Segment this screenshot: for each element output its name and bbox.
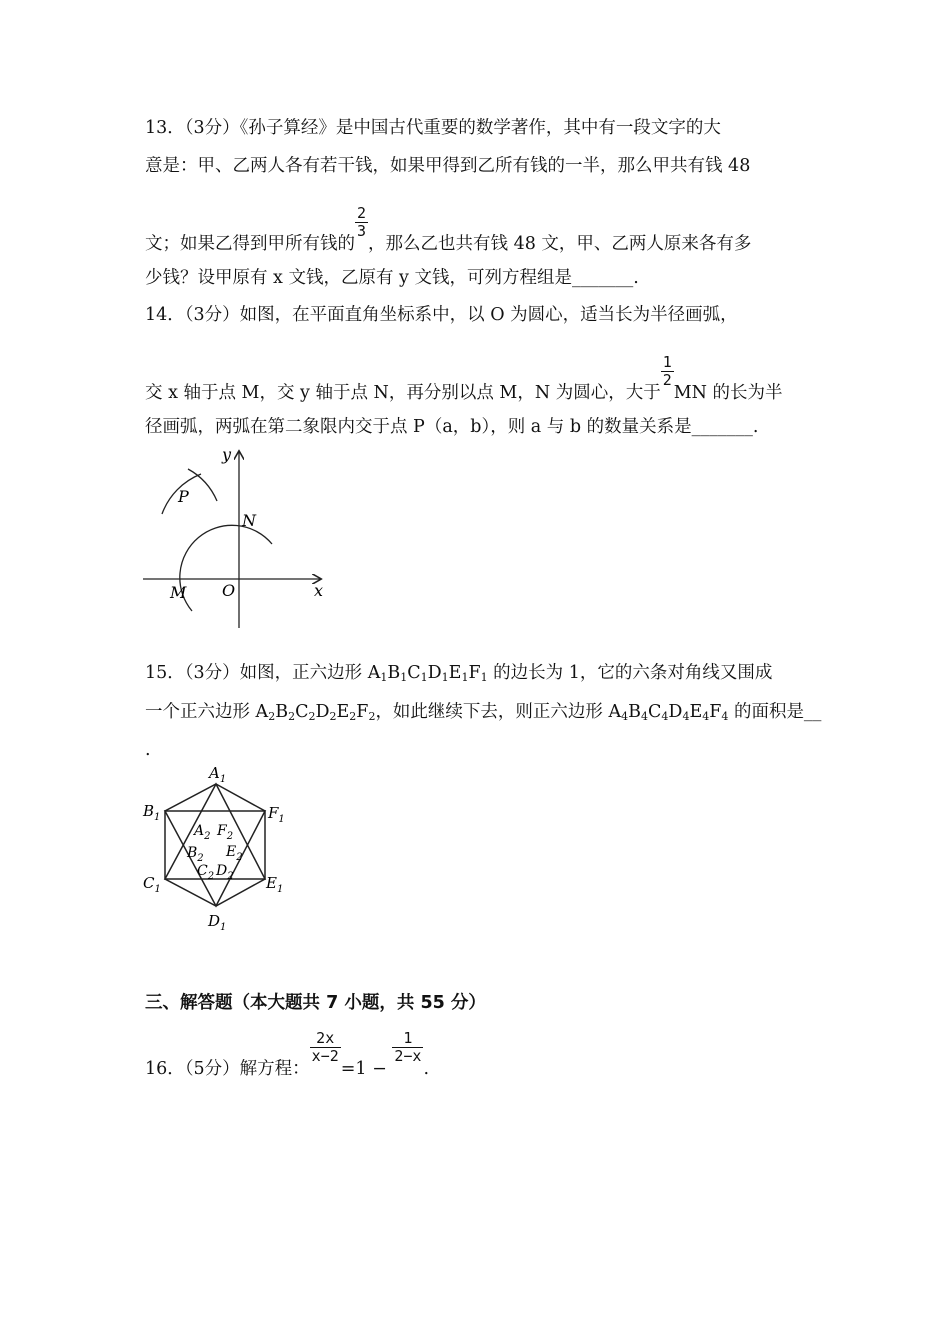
q16-fraction-1 bbox=[310, 1030, 341, 1065]
q13-fraction bbox=[355, 205, 368, 240]
q15-l2-s5: 2 bbox=[349, 710, 357, 723]
label-c1: $C_1$ bbox=[143, 874, 161, 895]
label-m: M bbox=[170, 583, 187, 602]
label-e1: $E_1$ bbox=[266, 874, 284, 895]
q13-line-3-pre: 文；如果乙得到甲所有钱的 bbox=[145, 234, 355, 254]
triangle-bdf bbox=[165, 811, 265, 906]
q15-l2-l: F bbox=[709, 702, 722, 722]
label-a2: $A_2$ bbox=[194, 823, 211, 842]
q16-pre: 16．（5分）解方程： bbox=[145, 1059, 310, 1079]
q16-fraction-2 bbox=[392, 1030, 423, 1065]
q15-l1-e: E bbox=[448, 663, 462, 683]
q15-l1-a: 15．（3分）如图，正六边形 A bbox=[145, 663, 381, 683]
q15-l2-s9: 4 bbox=[661, 710, 669, 723]
q15-l2-s10: 4 bbox=[682, 710, 690, 723]
q14-frac-num: 1 bbox=[662, 353, 672, 371]
q15-line-3: . bbox=[145, 740, 151, 760]
q13-line-1: 13．（3分）《孙子算经》是中国古代重要的数学著作，其中有一段文字的大 bbox=[145, 118, 721, 138]
q15-l2-a: 一个正六边形 A bbox=[145, 702, 269, 722]
q14-line-3: 径画弧，两弧在第二象限内交于点 P（a，b），则 a 与 b 的数量关系是_______. bbox=[145, 417, 759, 437]
q15-hexagon-figure bbox=[140, 762, 300, 934]
q15-l1-b: B bbox=[387, 663, 401, 683]
outer-hexagon bbox=[165, 784, 265, 906]
q15-l2-s1: 2 bbox=[268, 710, 276, 723]
section-3-title: 三、解答题（本大题共 7 小题，共 55 分） bbox=[145, 993, 486, 1013]
q16-line bbox=[145, 1029, 430, 1087]
q15-line-2 bbox=[145, 700, 821, 724]
q16-f2-num: 1 bbox=[392, 1030, 423, 1048]
q14-line-1: 14．（3分）如图，在平面直角坐标系中，以 O 为圆心，适当长为半径画弧， bbox=[145, 305, 738, 325]
label-f2: $F_2$ bbox=[217, 823, 234, 842]
q16-f1-num: 2x bbox=[310, 1030, 341, 1048]
arc-center-n bbox=[188, 469, 217, 501]
label-o: O bbox=[222, 581, 236, 600]
label-d2: $D_2$ bbox=[216, 863, 234, 882]
q14-line-2 bbox=[145, 353, 783, 411]
label-p: P bbox=[178, 487, 189, 506]
q15-l1-s3: 1 bbox=[420, 671, 428, 684]
q15-l1-f: F bbox=[468, 663, 481, 683]
triangle-ace bbox=[165, 784, 265, 879]
q15-l2-s11: 4 bbox=[702, 710, 710, 723]
q15-l2-j: D bbox=[668, 702, 683, 722]
q14-fraction bbox=[661, 354, 674, 389]
q15-l2-h: B bbox=[628, 702, 642, 722]
label-d1: $D_1$ bbox=[208, 912, 227, 933]
q16-post: . bbox=[423, 1059, 430, 1079]
label-c2: $C_2$ bbox=[197, 863, 215, 882]
q13-line-3 bbox=[145, 204, 752, 262]
q15-l2-m: 的面积是__ bbox=[728, 702, 822, 722]
label-x: x bbox=[314, 581, 324, 600]
q15-l2-s3: 2 bbox=[308, 710, 316, 723]
q15-l1-s1: 1 bbox=[380, 671, 388, 684]
label-n: N bbox=[242, 511, 256, 530]
q15-l1-s2: 1 bbox=[400, 671, 408, 684]
label-y: y bbox=[222, 446, 232, 464]
q13-line-3-post: ，那么乙也共有钱 48 文，甲、乙两人原来各有多 bbox=[368, 234, 752, 254]
q15-l1-s5: 1 bbox=[461, 671, 469, 684]
q15-l1-c: C bbox=[407, 663, 421, 683]
q14-coordinate-figure bbox=[140, 446, 330, 631]
q15-line-1 bbox=[145, 661, 772, 685]
q15-l1-d: D bbox=[427, 663, 442, 683]
q16-f1-den: x−2 bbox=[311, 1047, 339, 1065]
q15-l1-s4: 1 bbox=[441, 671, 449, 684]
q13-line-2: 意是：甲、乙两人各有若干钱，如果甲得到乙所有钱的一半，那么甲共有钱 48 bbox=[145, 156, 751, 176]
q15-l2-s12: 4 bbox=[721, 710, 729, 723]
q13-line-4: 少钱？设甲原有 x 文钱，乙原有 y 文钱，可列方程组是_______. bbox=[145, 268, 639, 288]
q14-line-2-post: MN 的长为半 bbox=[673, 383, 783, 403]
q13-frac-num: 2 bbox=[357, 204, 367, 222]
q15-l2-k: E bbox=[689, 702, 703, 722]
q15-l2-s4: 2 bbox=[329, 710, 337, 723]
q15-l2-c: C bbox=[295, 702, 309, 722]
q15-l2-s2: 2 bbox=[288, 710, 296, 723]
label-a1: $A_1$ bbox=[209, 764, 227, 785]
q15-l2-b: B bbox=[275, 702, 289, 722]
label-b2: $B_2$ bbox=[187, 845, 204, 864]
q14-frac-den: 2 bbox=[662, 371, 672, 389]
label-e2: $E_2$ bbox=[226, 844, 243, 863]
q13-frac-den: 3 bbox=[357, 222, 367, 240]
label-f1: $F_1$ bbox=[268, 804, 285, 825]
q15-l1-s6: 1 bbox=[480, 671, 488, 684]
label-b1: $B_1$ bbox=[143, 802, 161, 823]
q15-l2-s8: 4 bbox=[641, 710, 649, 723]
q15-l2-i: C bbox=[648, 702, 662, 722]
q15-l1-g: 的边长为 1，它的六条对角线又围成 bbox=[487, 663, 773, 683]
q16-f2-den: 2−x bbox=[394, 1047, 422, 1065]
q15-l2-s6: 2 bbox=[368, 710, 376, 723]
q15-l2-e: E bbox=[336, 702, 350, 722]
q15-l2-f: F bbox=[356, 702, 369, 722]
q15-l2-d: D bbox=[315, 702, 330, 722]
q15-l2-s7: 4 bbox=[621, 710, 629, 723]
q14-line-2-pre: 交 x 轴于点 M，交 y 轴于点 N，再分别以点 M，N 为圆心，大于 bbox=[145, 383, 661, 403]
q15-l2-g: ，如此继续下去，则正六边形 A bbox=[375, 702, 622, 722]
q16-mid: =1 − bbox=[340, 1059, 393, 1079]
